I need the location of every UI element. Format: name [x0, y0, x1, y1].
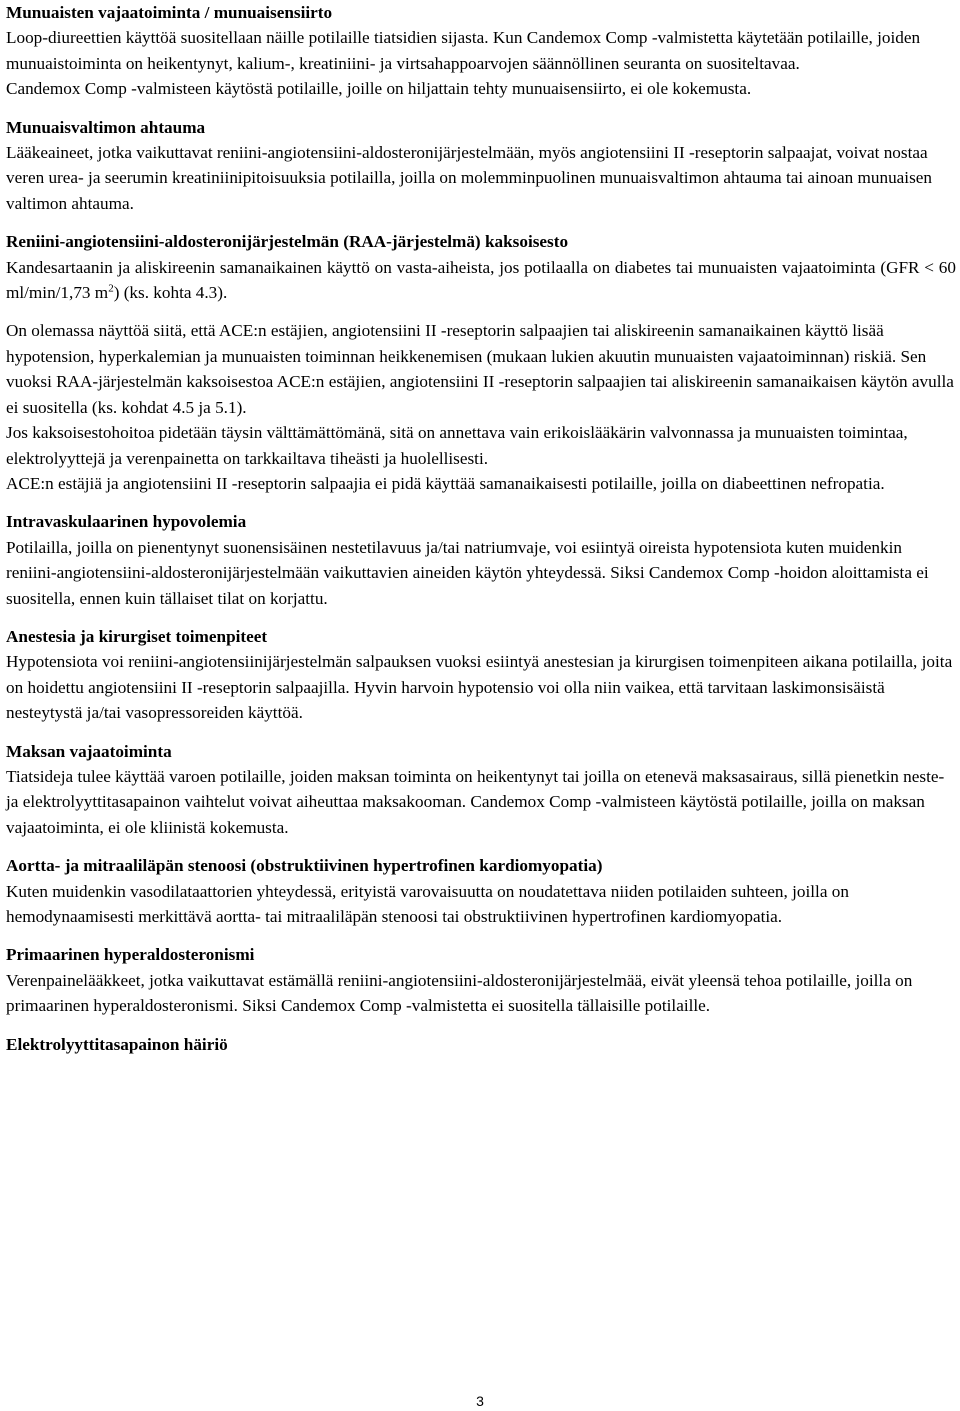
section-renal-impairment: [6, 0, 956, 102]
section-heading: Primaarinen hyperaldosteronismi: [6, 945, 255, 965]
document-page: [6, 0, 956, 1070]
section-heading: Aortta- ja mitraaliläpän stenoosi (obstruktiivinen hypertrofinen kardiomyopatia): [6, 856, 603, 876]
section-renal-artery-stenosis: [6, 115, 956, 217]
section-hepatic-impairment: [6, 739, 956, 841]
section-heading: Munuaisvaltimon ahtauma: [6, 117, 206, 137]
section-paragraph: Kuten muidenkin vasodilataattorien yhteydessä, erityistä varovaisuutta on noudatettava niiden potilaiden suhteen, joilla on hemodynaamisesti merkittävä aortta- tai mitraaliläpän stenoosi tai obstruktiivinen hypertrofinen kardiomyopatia.: [6, 881, 849, 926]
section-anesthesia: [6, 624, 956, 726]
section-raa-dual-blockade: [6, 229, 956, 496]
section-paragraph: On olemassa näyttöä siitä, että ACE:n estäjien, angiotensiini II -reseptorin salpaajien tai aliskireenin samanaikainen käyttö lisää hypotension, hyperkalemian ja munuaisten toiminnan heikkenemisen (mukaan lukien akuutin munuaisten vajaatoiminnan) riskiä. Sen vuoksi RAA-järjestelmän kaksoisestoa ACE:n estäjien, angiotensiini II -reseptorin salpaajien tai aliskireenin samanaikaisen käytön avulla ei suositella (ks. kohdat 4.5 ja 5.1).: [6, 321, 954, 417]
section-primary-hyperaldosteronism: [6, 942, 956, 1018]
section-paragraph: Jos kaksoisestohoitoa pidetään täysin välttämättömänä, sitä on annettava vain erikoislääkärin valvonnassa ja munuaisten toimintaa, elektrolyyttejä ja verenpainetta on tarkkailtava tiheästi ja huolellisesti.: [6, 423, 908, 468]
paragraph-text: Kandesartaanin ja aliskireenin samanaikainen käyttö on vasta-aiheista, jos potilaalla on diabetes tai munuaisten vajaatoiminta (GFR < 60 ml/min/1,73 m: [6, 257, 956, 303]
section-valve-stenosis: [6, 853, 956, 929]
section-paragraph: Hypotensiota voi reniini-angiotensiinijärjestelmän salpauksen vuoksi esiintyä anestesian ja kirurgisen toimenpiteen aikana potilailla, joita on hoidettu angiotensiini II -reseptorin salpaajilla. Hyvin harvoin hypotensio voi olla niin vaikea, että tarvitaan laskimonsisäistä nesteytystä ja/tai vasopressoreiden käyttöä.: [6, 652, 953, 723]
section-heading: Intravaskulaarinen hypovolemia: [6, 512, 247, 532]
section-paragraph: Candemox Comp -valmisteen käytöstä potilaille, joille on hiljattain tehty munuaisensiirto, ei ole kokemusta.: [6, 79, 752, 99]
section-paragraph: Verenpainelääkkeet, jotka vaikuttavat estämällä reniini-angiotensiini-aldosteronijärjestelmää, eivät yleensä tehoa potilaille, joilla on primaarinen hyperaldosteronismi. Siksi Candemox Comp -valmistetta ei suositella tällaisille potilaille.: [6, 970, 913, 1016]
section-heading: Munuaisten vajaatoiminta / munuaisensiirto: [6, 3, 333, 22]
paragraph-text: ) (ks. kohta 4.3).: [113, 283, 228, 303]
section-paragraph: Tiatsideja tulee käyttää varoen potilaille, joiden maksan toiminta on heikentynyt tai joilla on etenevä maksasairaus, sillä pienetkin neste- ja elektrolyyttitasapainon vaihtelut voivat aiheuttaa maksakooman. Candemox Comp -valmisteen käytöstä potilaille, joilla on maksan vajaatoiminta, ei ole kliinistä kokemusta.: [6, 766, 945, 837]
section-heading: Maksan vajaatoiminta: [6, 741, 172, 761]
section-heading: Elektrolyyttitasapainon häiriö: [6, 1034, 228, 1054]
superscript: 2: [108, 282, 114, 295]
section-paragraph: Loop-diureettien käyttöä suositellaan näille potilaille tiatsidien sijasta. Kun Candemox Comp -valmistetta käytetään potilaille, joiden munuaistoiminta on heikentynyt, kalium-, kreatiniini- ja virtsahappoarvojen säännöllinen seuranta on suositeltavaa.: [6, 28, 921, 73]
page-number: 3: [476, 1393, 484, 1409]
section-heading: Anestesia ja kirurgiset toimenpiteet: [6, 626, 268, 646]
section-paragraph: [6, 255, 956, 306]
section-electrolyte-imbalance: [6, 1032, 956, 1057]
section-heading: Reniini-angiotensiini-aldosteronijärjestelmän (RAA-järjestelmä) kaksoisesto: [6, 232, 569, 252]
section-paragraph: Lääkeaineet, jotka vaikuttavat reniini-angiotensiini-aldosteronijärjestelmään, myös angiotensiini II -reseptorin salpaajat, voivat nostaa veren urea- ja seerumin kreatiniinipitoisuuksia potilailla, joilla on molemminpuolinen munuaisvaltimon ahtauma tai ainoan munuaisen valtimon ahtauma.: [6, 143, 932, 213]
section-hypovolemia: [6, 509, 956, 611]
section-paragraph: Potilailla, joilla on pienentynyt suonensisäinen nestetilavuus ja/tai natriumvaje, voi esiintyä oireista hypotensiota kuten muidenkin reniini-angiotensiini-aldosteronijärjestelmään vaikuttavien aineiden käytön yhteydessä. Siksi Candemox Comp -hoidon aloittamista ei suositella, ennen kuin tällaiset tilat on korjattu.: [6, 537, 929, 608]
section-paragraph: ACE:n estäjiä ja angiotensiini II -reseptorin salpaajia ei pidä käyttää samanaikaisesti potilaille, joilla on diabeettinen nefropatia.: [6, 473, 885, 493]
